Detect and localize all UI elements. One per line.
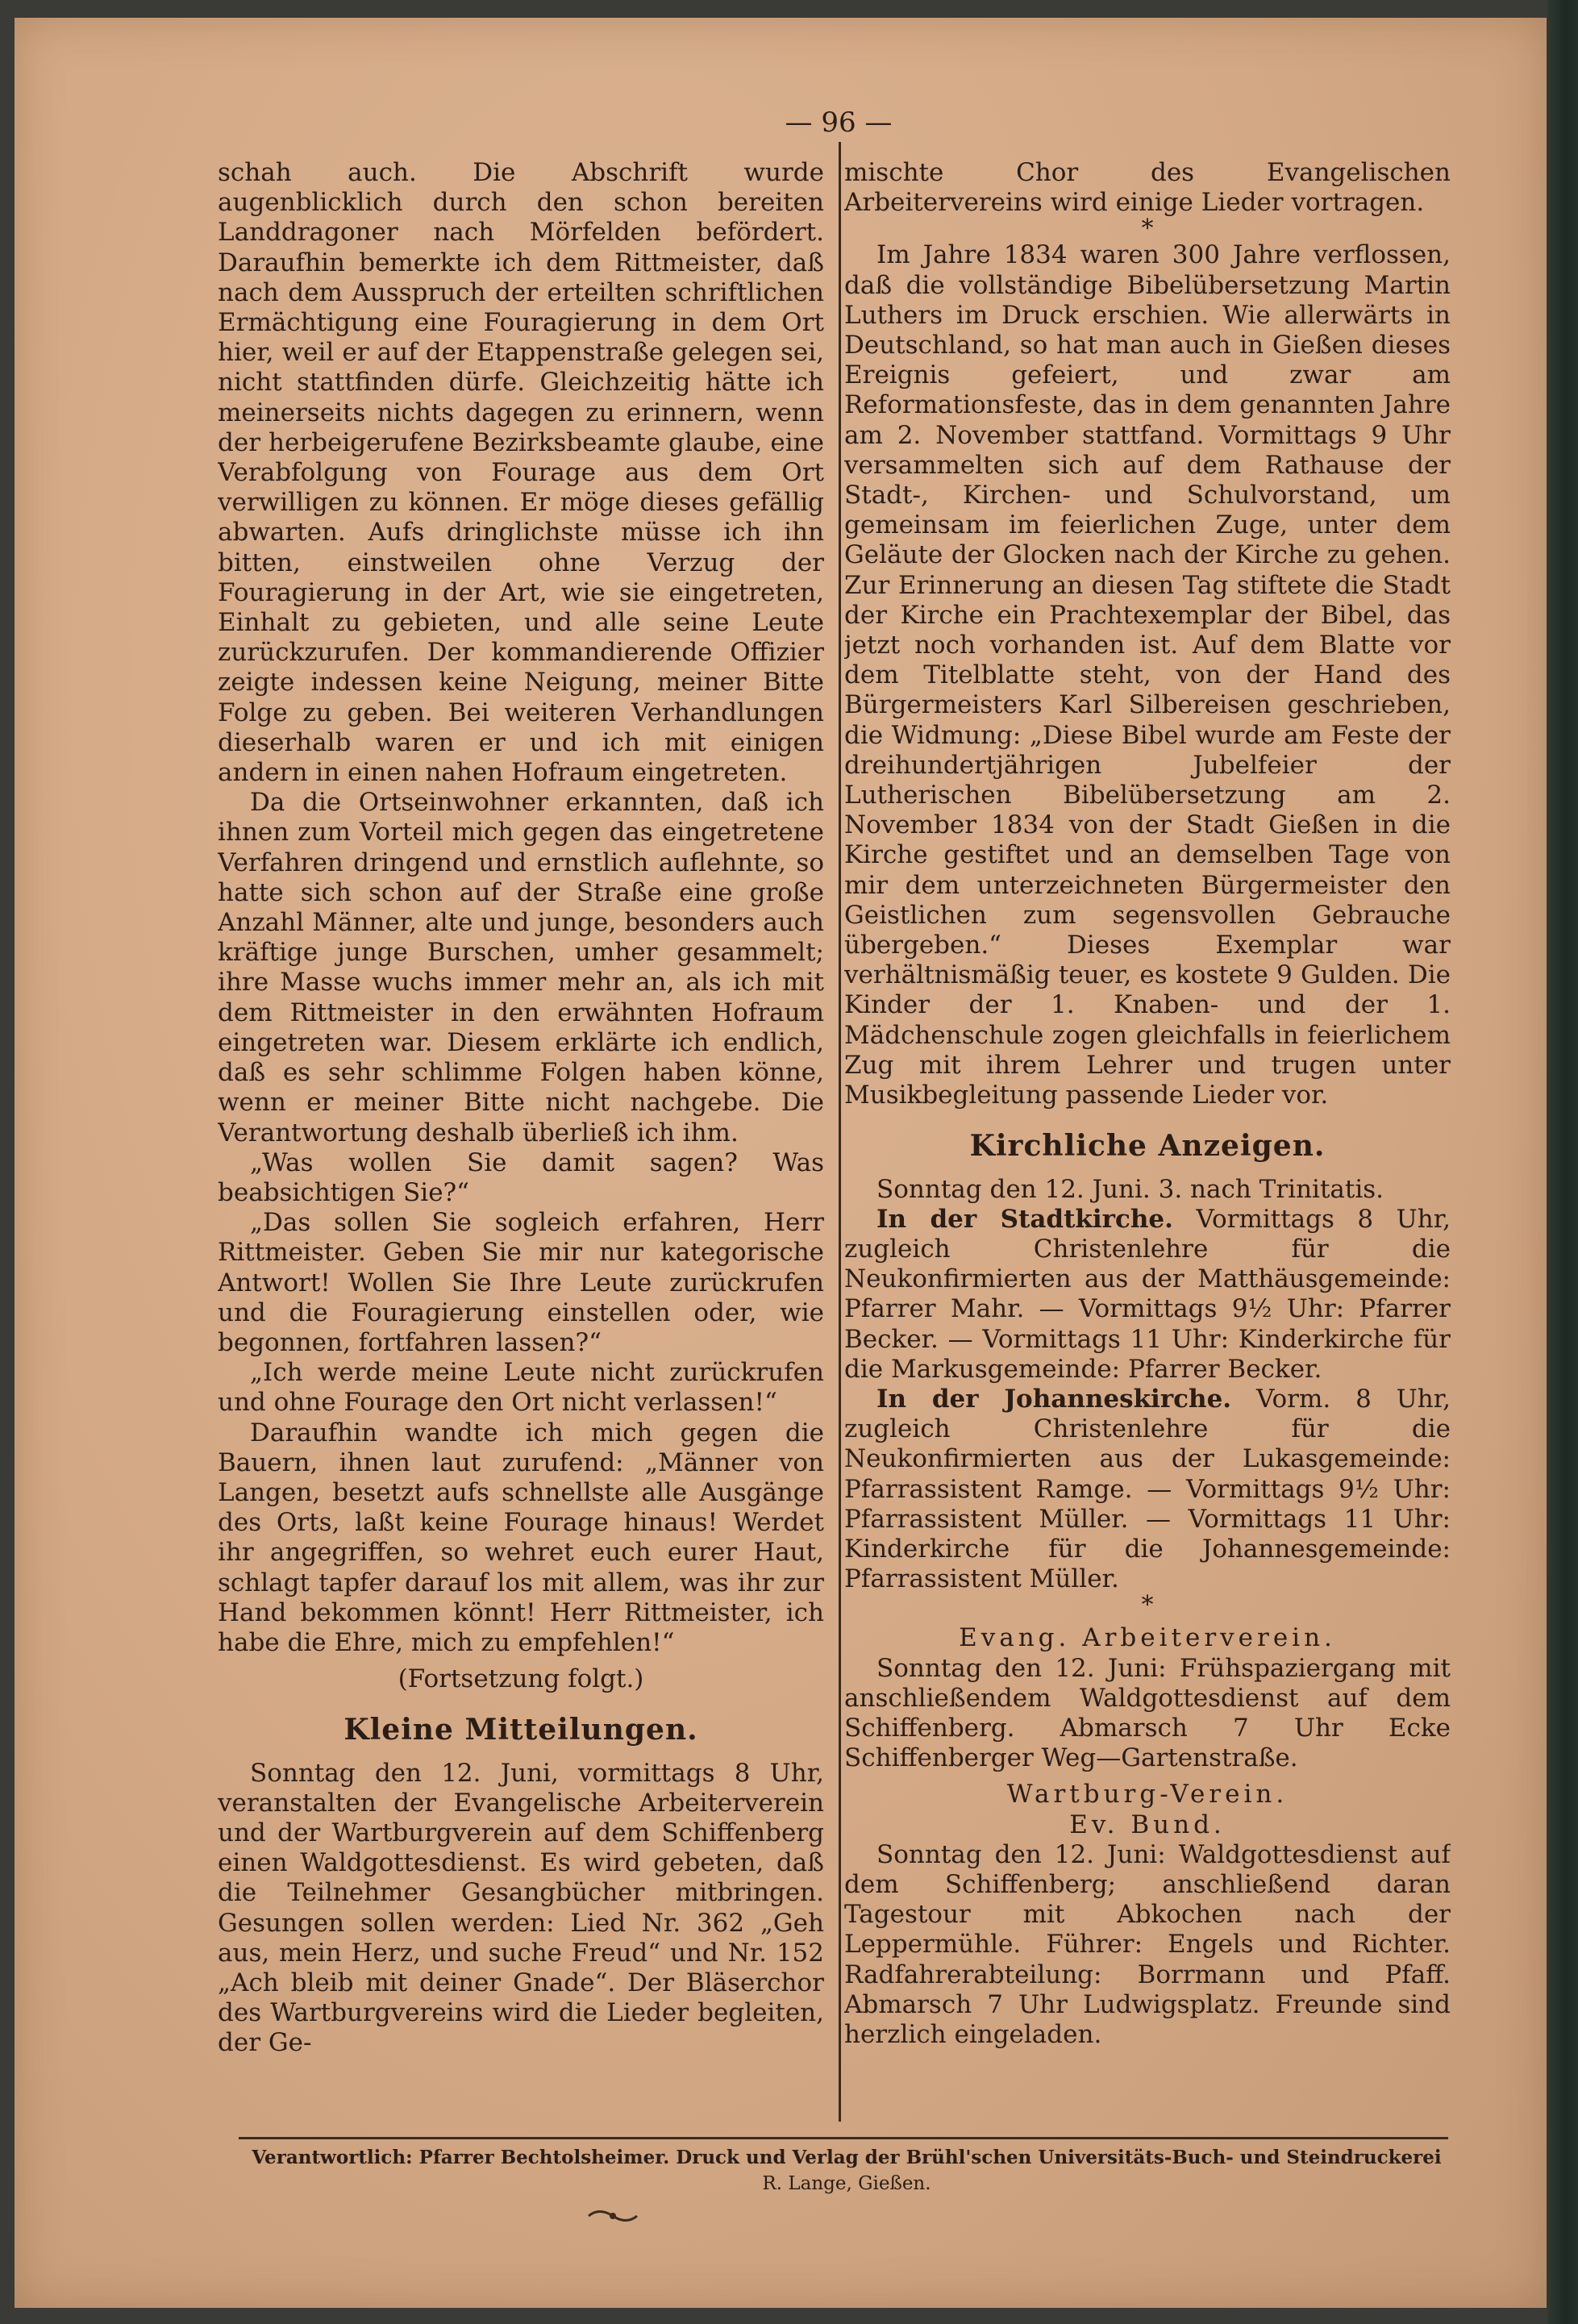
page-number: — 96 — bbox=[785, 106, 893, 139]
printer-ornament-icon bbox=[585, 2204, 641, 2228]
date-line: Sonntag den 12. Juni. 3. nach Trinitatis. bbox=[876, 1174, 1384, 1204]
church-name: In der Stadtkirche. bbox=[876, 1204, 1173, 1234]
service-details: Vormittags 8 Uhr, zugleich Christenlehre für die Neukonfirmierten aus der Matthäusgemeinde: Pfarrer Mahr. — Vormittags 9½ Uhr: Pfarrer Becker. — Vormittags 11 Uhr: Kinderkirche für die Markusgemeinde: Pfarrer Becker. bbox=[844, 1204, 1451, 1384]
dialogue-line: „Ich werde meine Leute nicht zurückrufen und ohne Fourage den Ort nicht verlassen!“ bbox=[218, 1358, 824, 1418]
column-divider bbox=[839, 142, 841, 2122]
notice-paragraph: Sonntag den 12. Juni, vormittags 8 Uhr, veranstalten der Evangelische Arbeiterverein und der Wartburgverein auf dem Schiffenberg einen Waldgottesdienst. Es wird gebeten, daß die Teilnehmer Gesangbücher mitbringen. Gesungen sollen werden: Lied Nr. 362 „Geh aus, mein Herz, und suche Freud“ und Nr. 152 „Ach bleib mit deiner Gnade“. Der Bläserchor des Wartburgvereins wird die Lieder begleiten, der Ge- bbox=[218, 1758, 824, 2058]
right-column bbox=[844, 158, 1451, 2118]
book-binding bbox=[1547, 0, 1578, 2324]
imprint bbox=[242, 2145, 1451, 2197]
imprint-line-1: Verantwortlich: Pfarrer Bechtolsheimer. Druck und Verlag der Brühl'schen Universitäts-Buch- und Steindruckerei bbox=[252, 2147, 1442, 2168]
notice-paragraph: Sonntag den 12. Juni: Waldgottesdienst auf dem Schiffenberg; anschließend daran Tagestour mit Abkochen nach der Leppermühle. Führer: Engels und Richter. Radfahrerabteilung: Borrmann und Pfaff. Abmarsch 7 Uhr Ludwigsplatz. Freunde sind herzlich eingeladen. bbox=[844, 1839, 1451, 2049]
subheading-wartburg-verein: Wartburg-Verein. bbox=[1006, 1780, 1289, 1810]
separator-asterisk: * bbox=[1141, 1591, 1154, 1620]
subheading-arbeiterverein: Evang. Arbeiterverein. bbox=[959, 1623, 1336, 1653]
dialogue-line: „Das sollen Sie sogleich erfahren, Herr Rittmeister. Geben Sie mir nur kategorische Antwort! Wollen Sie Ihre Leute zurückrufen und die Fouragierung einstellen oder, wie begonnen, fortfahren lassen?“ bbox=[218, 1208, 824, 1357]
church-name: In der Johanneskirche. bbox=[876, 1384, 1232, 1414]
article-paragraph: Im Jahre 1834 waren 300 Jahre verflossen, daß die vollständige Bibelübersetzung Martin Luthers im Druck erschien. Wie allerwärts in Deutschland, so hat man auch in Gießen dieses Ereignis gefeiert, und zwar am Reformationsfeste, das in dem genannten Jahre am 2. November stattfand. Vormittags 9 Uhr versammelten sich auf dem Rathause der Stadt-, Kirchen- und Schulvorstand, um gemeinsam im feierlichen Zuge, unter dem Geläute der Glocken nach der Kirche zu gehen. Zur Erinnerung an diesen Tag stiftete die Stadt der Kirche ein Prachtexemplar der Bibel, das jetzt noch vorhanden ist. Auf dem Blatte vor dem Titelblatte steht, von der Hand des Bürgermeisters Karl Silbereisen geschrieben, die Widmung: „Diese Bibel wurde am Feste der dreihundertjährigen Jubelfeier der Lutherischen Bibelübersetzung am 2. November 1834 von der Stadt Gießen in die Kirche gestiftet und an demselben Tage von mir dem unterzeichneten Bürgermeister den Geistlichen zum segensvollen Gebrauche übergeben.“ Dieses Exemplar war verhältnismäßig teuer, es kostete 9 Gulden. Die Kinder der 1. Knaben- und der 1. Mädchenschule zogen gleichfalls in feierlichem Zug mit ihrem Lehrer und trugen unter Musikbegleitung passende Lieder vor. bbox=[844, 240, 1451, 1110]
article-paragraph: Daraufhin wandte ich mich gegen die Bauern, ihnen laut zurufend: „Männer von Langen, besetzt aufs schnellste alle Ausgänge des Orts, laßt keine Fourage hinaus! Werdet ihr angegriffen, so wehret euch eurer Haut, schlagt tapfer darauf los mit allem, was ihr zur Hand bekommen könnt! Herr Rittmeister, ich habe die Ehre, mich zu empfehlen!“ bbox=[218, 1418, 824, 1657]
left-column bbox=[218, 158, 824, 2118]
notice-paragraph: Sonntag den 12. Juni: Frühspaziergang mit anschließendem Waldgottesdienst auf dem Schiffenberg. Abmarsch 7 Uhr Ecke Schiffenberger Weg—Gartenstraße. bbox=[844, 1653, 1451, 1773]
section-heading-kleine-mitteilungen: Kleine Mitteilungen. bbox=[343, 1713, 698, 1747]
service-listing-stadtkirche bbox=[844, 1205, 1451, 1385]
continued-note: (Fortsetzung folgt.) bbox=[398, 1664, 644, 1694]
notice-continuation-paragraph: mischte Chor des Evangelischen Arbeitervereins wird einige Lieder vortragen. bbox=[844, 158, 1451, 218]
separator-asterisk: * bbox=[1141, 214, 1154, 244]
dialogue-line: „Was wollen Sie damit sagen? Was beabsichtigen Sie?“ bbox=[218, 1147, 824, 1207]
subheading-ev-bund: Ev. Bund. bbox=[1069, 1810, 1226, 1839]
footer-rule bbox=[239, 2137, 1448, 2139]
service-details: Vorm. 8 Uhr, zugleich Christenlehre für die Neukonfirmierten aus der Lukasgemeinde: Pfarrassistent Ramge. — Vormittags 9½ Uhr: Pfarrassistent Müller. — Vormittags 11 Uhr: Kinderkirche für die Johannesgemeinde: Pfarrassistent Müller. bbox=[844, 1384, 1451, 1594]
service-listing-johanneskirche bbox=[844, 1385, 1451, 1594]
section-heading-kirchliche-anzeigen: Kirchliche Anzeigen. bbox=[969, 1129, 1326, 1164]
imprint-line-2: R. Lange, Gießen. bbox=[762, 2173, 931, 2194]
article-continuation-paragraph: schah auch. Die Abschrift wurde augenblicklich durch den schon bereiten Landdragoner nach Mörfelden befördert. Daraufhin bemerkte ich dem Rittmeister, daß nach dem Ausspruch der erteilten schriftlichen Ermächtigung eine Fouragierung in dem Ort hier, weil er auf der Etappenstraße gelegen sei, nicht stattfinden dürfe. Gleichzeitig hätte ich meinerseits nichts dagegen zu erinnern, wenn der herbeigerufene Bezirksbeamte glaube, eine Verabfolgung von Fourage aus dem Ort verwilligen zu können. Er möge dieses gefällig abwarten. Aufs dringlichste müsse ich ihn bitten, einstweilen ohne Verzug der Fouragierung in der Art, wie sie eingetreten, Einhalt zu gebieten, und alle seine Leute zurückzurufen. Der kommandierende Offizier zeigte indessen keine Neigung, meiner Bitte Folge zu geben. Bei weiteren Verhandlungen dieserhalb waren er und ich mit einigen andern in einen nahen Hofraum eingetreten. bbox=[218, 158, 824, 788]
article-paragraph: Da die Ortseinwohner erkannten, daß ich ihnen zum Vorteil mich gegen das eingetretene Verfahren dringend und ernstlich auflehnte, so hatte sich schon auf der Straße eine große Anzahl Männer, alte und junge, besonders auch kräftige junge Burschen, umher gesammelt; ihre Masse wuchs immer mehr an, als ich mit dem Rittmeister in den erwähnten Hofraum eingetreten war. Diesem erklärte ich endlich, daß es sehr schlimme Folgen haben könne, wenn er meiner Bitte nicht nachgebe. Die Verantwortung deshalb überließ ich ihm. bbox=[218, 788, 824, 1147]
